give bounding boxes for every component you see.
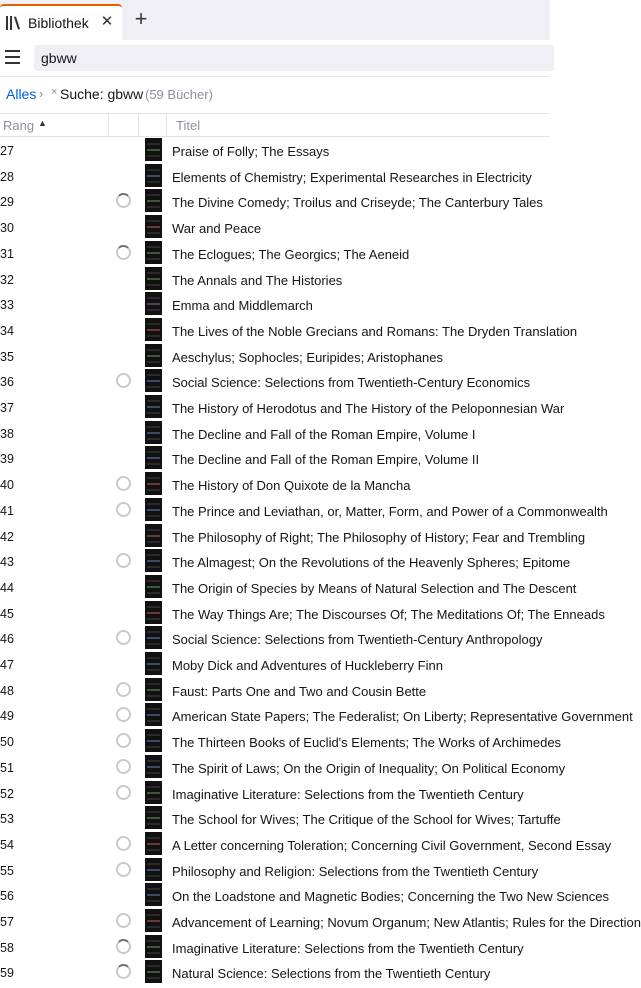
table-row[interactable] — [0, 471, 550, 497]
row-rank: 51 — [0, 760, 14, 775]
table-row[interactable] — [0, 548, 571, 574]
book-cover-thumbnail — [145, 935, 162, 958]
book-cover-thumbnail — [145, 267, 162, 290]
table-row[interactable] — [0, 368, 550, 394]
book-cover-thumbnail — [145, 549, 162, 572]
read-progress-icon — [116, 476, 131, 491]
read-progress-icon — [116, 733, 131, 748]
read-progress-icon — [116, 682, 131, 697]
row-rank: 28 — [0, 169, 14, 184]
column-divider[interactable] — [138, 114, 139, 136]
row-rank: 52 — [0, 786, 14, 801]
read-progress-icon — [116, 913, 131, 928]
read-progress-icon — [116, 373, 131, 388]
row-rank: 49 — [0, 709, 14, 724]
row-title: Aeschylus; Sophocles; Euripides; Aristophanes — [172, 349, 443, 365]
row-rank: 40 — [0, 478, 14, 493]
row-rank: 29 — [0, 195, 14, 210]
table-row[interactable] — [0, 574, 577, 600]
row-title: The Almagest; On the Revolutions of the Heavenly Spheres; Epitome — [172, 555, 571, 571]
row-rank: 48 — [0, 683, 14, 698]
table-row[interactable] — [0, 497, 608, 523]
row-title: Advancement of Learning; Novum Organum; New Atlantis; Rules for the Direction — [172, 915, 641, 930]
library-icon — [6, 16, 22, 30]
book-cover-thumbnail — [145, 241, 162, 264]
row-title: Imaginative Literature: Selections from the Twentieth Century — [172, 786, 524, 802]
table-row[interactable] — [0, 291, 550, 317]
row-title: The History of Don Quixote de la Mancha — [172, 478, 411, 494]
table-row[interactable] — [0, 625, 550, 651]
read-progress-icon — [116, 630, 131, 645]
row-title: The Spirit of Laws; On the Origin of Inequality; On Political Economy — [172, 760, 566, 776]
book-cover-thumbnail — [145, 421, 162, 444]
row-rank: 44 — [0, 580, 14, 595]
read-progress-icon — [116, 862, 131, 877]
row-title: The Divine Comedy; Troilus and Criseyde; The Canterbury Tales — [172, 195, 543, 211]
row-rank: 45 — [0, 606, 14, 621]
row-title: Philosophy and Religion: Selections from the Twentieth Century — [172, 863, 539, 879]
row-rank: 46 — [0, 632, 14, 647]
table-row[interactable] — [0, 857, 550, 883]
read-progress-icon — [116, 939, 131, 954]
table-row[interactable] — [0, 702, 633, 728]
read-progress-icon — [116, 836, 131, 851]
table-row[interactable] — [0, 317, 578, 343]
row-title: The Thirteen Books of Euclid's Elements; The Works of Archimedes — [172, 735, 562, 751]
row-rank: 38 — [0, 426, 14, 441]
row-rank: 37 — [0, 401, 14, 415]
book-cover-thumbnail — [145, 472, 162, 495]
column-divider[interactable] — [166, 114, 167, 136]
row-title: The Philosophy of Right; The Philosophy of History; Fear and Trembling — [172, 529, 586, 545]
row-title: The School for Wives; The Critique of the School for Wives; Tartuffe — [172, 812, 561, 828]
tab-strip — [0, 0, 550, 40]
row-title: The Eclogues; The Georgics; The Aeneid — [172, 246, 410, 262]
row-title: Natural Science: Selections from the Twentieth Century — [172, 966, 491, 982]
book-cover-thumbnail — [145, 189, 162, 212]
book-cover-thumbnail — [145, 318, 162, 341]
clear-search-icon[interactable]: × — [51, 86, 58, 98]
row-rank: 33 — [0, 298, 14, 313]
read-progress-icon — [116, 553, 131, 568]
row-title: The Way Things Are; The Discourses Of; The Meditations Of; The Enneads — [172, 606, 605, 622]
book-cover-thumbnail — [145, 883, 162, 906]
table-row[interactable] — [0, 523, 586, 549]
table-row[interactable] — [0, 343, 550, 369]
row-title: War and Peace — [172, 221, 262, 237]
row-title: American State Papers; The Federalist; On Liberty; Representative Government — [172, 709, 633, 725]
breadcrumb-root-link[interactable]: Alles — [6, 86, 37, 102]
row-rank: 36 — [0, 375, 14, 390]
breadcrumb — [0, 77, 550, 113]
row-rank: 47 — [0, 658, 14, 672]
column-title[interactable]: Titel — [176, 118, 201, 133]
breadcrumb-current: Suche: gbww — [60, 86, 144, 102]
row-rank: 57 — [0, 915, 14, 929]
table-row[interactable] — [0, 266, 550, 292]
column-header — [0, 113, 550, 137]
book-cover-thumbnail — [145, 626, 162, 649]
table-row[interactable] — [0, 780, 550, 806]
table-row[interactable] — [0, 163, 550, 189]
read-progress-icon — [116, 193, 131, 208]
row-rank: 58 — [0, 940, 14, 955]
table-row[interactable] — [0, 754, 566, 780]
row-rank: 59 — [0, 966, 14, 981]
row-title: Imaginative Literature: Selections from the Twentieth Century — [172, 940, 524, 956]
read-progress-icon — [116, 785, 131, 800]
row-title: Elements of Chemistry; Experimental Researches in Electricity — [172, 169, 532, 185]
sort-ascending-icon[interactable]: ▲ — [38, 118, 47, 128]
row-title: The Decline and Fall of the Roman Empire, Volume II — [172, 452, 480, 468]
row-rank: 31 — [0, 246, 14, 261]
row-rank: 35 — [0, 349, 14, 364]
menu-icon[interactable] — [5, 50, 21, 66]
row-title: Faust: Parts One and Two and Cousin Bette — [172, 683, 427, 699]
table-row[interactable] — [0, 831, 612, 857]
book-cover-thumbnail — [145, 832, 162, 855]
table-row[interactable] — [0, 445, 550, 471]
book-cover-thumbnail — [145, 703, 162, 726]
column-rank[interactable]: Rang — [3, 118, 35, 133]
book-cover-thumbnail — [145, 601, 162, 624]
row-title: The Lives of the Noble Grecians and Romans: The Dryden Translation — [172, 323, 578, 339]
book-cover-thumbnail — [145, 344, 162, 367]
row-rank: 39 — [0, 452, 14, 467]
read-progress-icon — [116, 245, 131, 260]
row-rank: 43 — [0, 555, 14, 570]
row-title: The Decline and Fall of the Roman Empire, Volume I — [172, 426, 476, 442]
book-cover-thumbnail — [145, 575, 162, 598]
book-cover-thumbnail — [145, 292, 162, 315]
row-rank: 54 — [0, 837, 14, 852]
book-list — [0, 137, 641, 988]
row-title: The Prince and Leviathan, or, Matter, Form, and Power of a Commonwealth — [172, 503, 608, 519]
row-title: Social Science: Selections from Twentieth-Century Anthropology — [172, 632, 543, 648]
row-rank: 42 — [0, 529, 14, 544]
book-cover-thumbnail — [145, 806, 162, 829]
row-title: On the Loadstone and Magnetic Bodies; Concerning the Two New Sciences — [172, 889, 609, 905]
read-progress-icon — [116, 502, 131, 517]
book-cover-thumbnail — [145, 755, 162, 778]
table-row[interactable] — [0, 959, 550, 985]
book-cover-thumbnail — [145, 369, 162, 392]
read-progress-icon — [116, 759, 131, 774]
book-cover-thumbnail — [145, 858, 162, 881]
book-cover-thumbnail — [145, 960, 162, 983]
row-rank: 30 — [0, 221, 14, 236]
row-rank: 34 — [0, 323, 14, 338]
row-title: The Annals and The Histories — [172, 272, 343, 288]
toolbar — [0, 40, 550, 77]
table-row[interactable] — [0, 137, 550, 163]
close-tab-icon[interactable]: ✕ — [100, 13, 114, 30]
row-rank: 32 — [0, 272, 14, 287]
row-title: Emma and Middlemarch — [172, 298, 313, 314]
row-title: Praise of Folly; The Essays — [172, 144, 330, 159]
table-row[interactable] — [0, 728, 562, 754]
row-rank: 27 — [0, 144, 14, 158]
row-title: A Letter concerning Toleration; Concerning Civil Government, Second Essay — [172, 837, 612, 853]
book-cover-thumbnail — [145, 729, 162, 752]
book-cover-thumbnail — [145, 164, 162, 187]
read-progress-icon — [116, 964, 131, 979]
book-cover-thumbnail — [145, 498, 162, 521]
column-divider[interactable] — [108, 114, 109, 136]
tab-library[interactable] — [0, 4, 122, 40]
tab-title: Bibliothek — [28, 15, 89, 31]
table-row[interactable] — [0, 677, 550, 703]
table-row[interactable] — [0, 214, 550, 240]
row-rank: 41 — [0, 503, 14, 518]
read-progress-icon — [116, 707, 131, 722]
book-cover-thumbnail — [145, 138, 162, 161]
book-cover-thumbnail — [145, 446, 162, 469]
result-count: (59 Bücher) — [145, 87, 213, 102]
chevron-right-icon: › — [39, 86, 44, 101]
table-row[interactable] — [0, 908, 641, 934]
new-tab-button[interactable]: + — [134, 6, 148, 31]
row-rank: 56 — [0, 889, 14, 904]
book-cover-thumbnail — [145, 652, 162, 675]
row-rank: 53 — [0, 812, 14, 827]
row-rank: 50 — [0, 735, 14, 750]
book-cover-thumbnail — [145, 524, 162, 547]
table-row[interactable] — [0, 394, 565, 420]
table-row[interactable] — [0, 651, 550, 677]
table-row[interactable] — [0, 240, 550, 266]
table-row[interactable] — [0, 805, 561, 831]
book-cover-thumbnail — [145, 909, 162, 932]
row-title: Social Science: Selections from Twentieth-Century Economics — [172, 375, 531, 391]
row-title: The History of Herodotus and The History of the Peloponnesian War — [172, 401, 565, 416]
table-row[interactable] — [0, 934, 550, 960]
book-cover-thumbnail — [145, 678, 162, 701]
row-title: Moby Dick and Adventures of Huckleberry Finn — [172, 658, 443, 673]
book-cover-thumbnail — [145, 395, 162, 418]
table-row[interactable] — [0, 882, 609, 908]
book-cover-thumbnail — [145, 215, 162, 238]
book-cover-thumbnail — [145, 781, 162, 804]
row-title: The Origin of Species by Means of Natural Selection and The Descent — [172, 580, 577, 596]
search-input[interactable] — [34, 45, 554, 71]
table-row[interactable] — [0, 420, 550, 446]
table-row[interactable] — [0, 188, 550, 214]
table-row[interactable] — [0, 600, 605, 626]
row-rank: 55 — [0, 863, 14, 878]
